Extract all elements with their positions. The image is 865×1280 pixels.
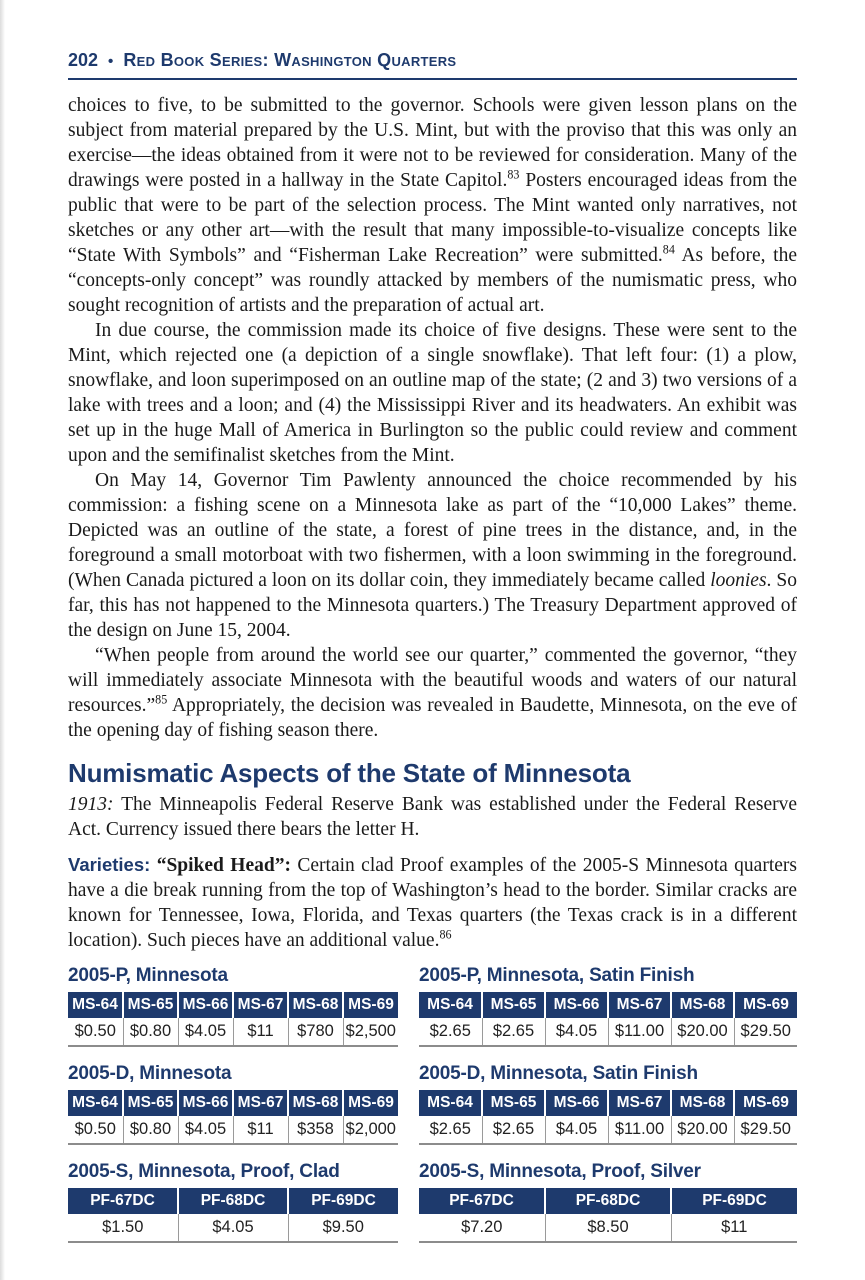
price-value-row (419, 1214, 797, 1242)
grade-header: MS-66 (545, 992, 608, 1018)
price-cell: $4.05 (178, 1116, 233, 1144)
grade-header: PF-68DC (545, 1188, 671, 1214)
grade-header: MS-64 (419, 1090, 482, 1116)
varieties-subhead: “Spiked Head”: (156, 855, 291, 876)
grade-header: PF-69DC (288, 1188, 398, 1214)
price-cell: $29.50 (734, 1018, 797, 1046)
paragraph-five-designs (68, 318, 797, 468)
grade-header: MS-64 (419, 992, 482, 1018)
price-cell: $8.50 (545, 1214, 671, 1242)
price-block-2005p-satin (419, 965, 797, 1047)
price-table-title: 2005-P, Minnesota (68, 965, 228, 986)
price-cell: $2,000 (343, 1116, 398, 1144)
grade-header: MS-69 (734, 1090, 797, 1116)
price-cell: $11.00 (608, 1018, 671, 1046)
price-table-title: 2005-S, Minnesota, Proof, Silver (419, 1161, 701, 1182)
paragraph-text: On May 14, Governor Tim Pawlenty announced the choice recommended by his commission: a fishing scene on a Minnesota lake as part of the “10,000 Lakes” theme. Depicted was an outline of the state, a forest of pine trees in the distance, and, in the foreground a small motorboat with two fishermen, with a loon swimming in the foreground. (When Canada pictured a loon on its dollar coin, they immediately became called (68, 470, 797, 591)
grade-header-row (419, 992, 797, 1018)
price-cell: $0.80 (123, 1018, 178, 1046)
price-cell: $2.65 (482, 1018, 545, 1046)
paragraph-text: The Minneapolis Federal Reserve Bank was established under the Federal Reserve Act. Currency issued there bears the letter H. (68, 794, 797, 840)
paragraph-governor-quote (68, 643, 797, 743)
price-cell: $2,500 (343, 1018, 398, 1046)
price-table (419, 992, 797, 1047)
price-cell: $29.50 (734, 1116, 797, 1144)
grade-header-row (68, 1188, 398, 1214)
grade-header: MS-68 (671, 1090, 734, 1116)
paragraph-text: Posters encouraged ideas from the public that were to be part of the selection process. The Mint wanted only narratives, not sketches or any other art—with the result that many impossible-to-visualize concepts like “State With Symbols” and “Fisherman Lake Recreation” were submitted. (68, 170, 797, 266)
price-block-2005s-silver (419, 1161, 797, 1243)
grade-header: MS-69 (343, 992, 398, 1018)
paragraph-1913 (68, 792, 797, 842)
price-cell: $20.00 (671, 1018, 734, 1046)
price-cell: $9.50 (288, 1214, 398, 1242)
footnote-ref-86: 86 (439, 927, 452, 942)
footnote-ref-84: 84 (662, 242, 675, 257)
paragraph-text: Appropriately, the decision was revealed in Baudette, Minnesota, on the eve of the opening day of fishing season there. (68, 695, 797, 741)
paragraph-text: choices to five, to be submitted to the governor. Schools were given lesson plans on the subject from material prepared by the U.S. Mint, but with the proviso that this was only an exercise—the ideas obtained from it were not to be reviewed for consideration. Many of the drawings were posted in a hallway in the State Capitol. (68, 95, 797, 191)
grade-header: PF-67DC (419, 1188, 545, 1214)
price-cell: $1.50 (68, 1214, 178, 1242)
grade-header: MS-64 (68, 992, 123, 1018)
grade-header: MS-66 (545, 1090, 608, 1116)
price-value-row (68, 1116, 398, 1144)
price-tables-section (68, 965, 797, 1243)
price-cell: $358 (288, 1116, 343, 1144)
price-value-row (68, 1018, 398, 1046)
price-table-title: 2005-D, Minnesota, Satin Finish (419, 1063, 698, 1084)
grade-header: MS-69 (734, 992, 797, 1018)
price-cell: $4.05 (178, 1214, 288, 1242)
grade-header: MS-68 (288, 992, 343, 1018)
footnote-ref-85: 85 (155, 692, 168, 707)
bullet-separator: • (108, 53, 114, 70)
page-edge-shadow (0, 0, 6, 1280)
price-table (68, 992, 398, 1047)
grade-header: MS-69 (343, 1090, 398, 1116)
grade-header: MS-65 (123, 1090, 178, 1116)
price-value-row (419, 1018, 797, 1046)
year-lead: 1913: (68, 794, 114, 815)
grade-header: MS-65 (123, 992, 178, 1018)
price-cell: $2.65 (482, 1116, 545, 1144)
grade-header: MS-67 (608, 1090, 671, 1116)
price-cell: $2.65 (419, 1116, 482, 1144)
paragraph-text: As before, the “concepts-only concept” was roundly attacked by members of the numismatic press, who sought recognition of artists and the preparation of actual art. (68, 245, 797, 316)
grade-header: MS-68 (671, 992, 734, 1018)
price-cell: $20.00 (671, 1116, 734, 1144)
paragraph-text: In due course, the commission made its choice of five designs. These were sent to the Mint, which rejected one (a depiction of a single snowflake). That left four: (1) a plow, snowflake, and loon superimposed on an outline map of the state; (2 and 3) two versions of a lake with trees and a loon; and (4) the Mississippi River and its headwaters. An exhibit was set up in the huge Mall of America in Burlington so the public could review and comment upon and the semifinalist sketches from the Mint. (68, 320, 797, 466)
grade-header: MS-67 (608, 992, 671, 1018)
page-number: 202 (68, 50, 99, 70)
price-block-2005d (68, 1063, 398, 1145)
italic-term-loonies: loonies (710, 570, 767, 591)
grade-header-row (68, 992, 398, 1018)
price-cell: $11.00 (608, 1116, 671, 1144)
grade-header: MS-66 (178, 992, 233, 1018)
price-cell: $0.80 (123, 1116, 178, 1144)
price-cell: $2.65 (419, 1018, 482, 1046)
price-value-row (419, 1116, 797, 1144)
paragraph-text: “When people from around the world see our quarter,” commented the governor, “they will immediately associate Minnesota with the beautiful woods and waters of our natural resources.” (68, 645, 797, 716)
paragraph-varieties (68, 852, 797, 953)
varieties-label: Varieties: (68, 854, 151, 875)
paragraph-text: . So far, this has not happened to the Minnesota quarters.) The Treasury Department approved of the design on June 15, 2004. (68, 570, 797, 641)
price-cell: $11 (671, 1214, 797, 1242)
paragraph-selection-process (68, 93, 797, 318)
price-table (68, 1188, 398, 1243)
price-cell: $4.05 (178, 1018, 233, 1046)
grade-header-row (419, 1090, 797, 1116)
grade-header-row (68, 1090, 398, 1116)
price-block-2005d-satin (419, 1063, 797, 1145)
grade-header-row (419, 1188, 797, 1214)
grade-header: MS-68 (288, 1090, 343, 1116)
grade-header: MS-65 (482, 1090, 545, 1116)
footnote-ref-83: 83 (507, 167, 520, 182)
grade-header: PF-68DC (178, 1188, 288, 1214)
price-cell: $0.50 (68, 1116, 123, 1144)
paragraph-governor-announcement (68, 468, 797, 643)
grade-header: MS-67 (233, 992, 288, 1018)
grade-header: PF-69DC (671, 1188, 797, 1214)
price-cell: $0.50 (68, 1018, 123, 1046)
grade-header: MS-67 (233, 1090, 288, 1116)
price-cell: $4.05 (545, 1018, 608, 1046)
price-table-title: 2005-D, Minnesota (68, 1063, 232, 1084)
price-table-title: 2005-S, Minnesota, Proof, Clad (68, 1161, 340, 1182)
grade-header: MS-64 (68, 1090, 123, 1116)
grade-header: PF-67DC (68, 1188, 178, 1214)
price-table-title: 2005-P, Minnesota, Satin Finish (419, 965, 695, 986)
price-table (68, 1090, 398, 1145)
price-block-2005s-clad (68, 1161, 398, 1243)
section-heading: Numismatic Aspects of the State of Minnesota (68, 758, 631, 788)
price-cell: $11 (233, 1116, 288, 1144)
price-cell: $11 (233, 1018, 288, 1046)
price-cell: $7.20 (419, 1214, 545, 1242)
paragraph-text: Certain clad Proof examples of the 2005-S Minnesota quarters have a die break running from the top of Washington’s head to the border. Similar cracks are known for Tennessee, Iowa, Florida, and Texas quarters (the Texas crack is in a different location). Such pieces have an additional value. (68, 855, 797, 951)
price-value-row (68, 1214, 398, 1242)
grade-header: MS-65 (482, 992, 545, 1018)
page-body (68, 93, 797, 1243)
running-head (68, 50, 797, 80)
price-table (419, 1090, 797, 1145)
price-cell: $780 (288, 1018, 343, 1046)
grade-header: MS-66 (178, 1090, 233, 1116)
price-table (419, 1188, 797, 1243)
price-block-2005p (68, 965, 398, 1047)
price-cell: $4.05 (545, 1116, 608, 1144)
running-head-title: Red Book Series: Washington Quarters (123, 50, 457, 70)
